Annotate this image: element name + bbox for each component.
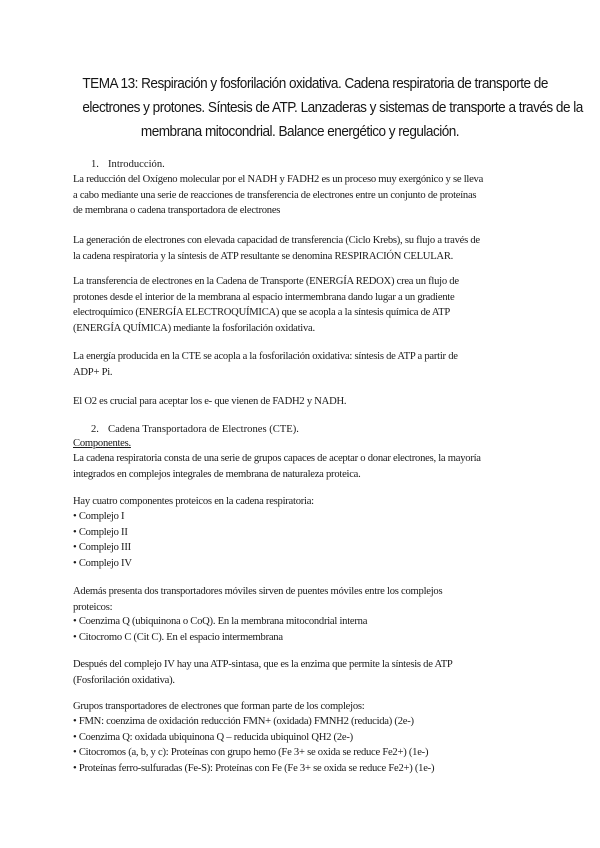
text-line: ADP+ Pi. — [73, 366, 113, 378]
section-number: 1. — [91, 159, 99, 170]
list-item: • FMN: coenzima de oxidación reducción FMN+ (oxidada) FMNH2 (reducida) (2e-) — [73, 716, 414, 727]
text-line: La cadena respiratoria consta de una serie de grupos capaces de aceptar o donar electrones, la mayoría — [73, 453, 481, 464]
text-line: La generación de electrones con elevada capacidad de transferencia (Ciclo Krebs), su flujo a través de — [73, 235, 480, 246]
paragraph — [73, 349, 543, 380]
complejos-list — [73, 509, 543, 571]
title-line: TEMA 13: Respiración y fosforilación oxidativa. Cadena respiratoria de transporte de — [82, 76, 548, 92]
text-line: protones desde el interior de la membrana al espacio intermembrana dando lugar a un gradiente — [73, 291, 455, 303]
text-line: a cabo mediante una serie de reacciones de transferencia de electrones entre un conjunto de proteínas — [73, 189, 477, 201]
text-line: La transferencia de electrones en la Cadena de Transporte (ENERGÍA REDOX) crea un flujo de — [73, 276, 459, 287]
list-item: • Complejo I — [73, 511, 125, 522]
section-2-heading — [91, 422, 299, 437]
paragraph — [73, 172, 543, 219]
text-line: integrados en complejos integrales de membrana de naturaleza proteica. — [73, 468, 361, 480]
document-title — [82, 72, 583, 144]
text-line: Hay cuatro componentes proteicos en la cadena respiratoria: — [73, 496, 314, 507]
list-item: • Complejo II — [73, 526, 128, 538]
section-title: Cadena Transportadora de Electrones (CTE). — [108, 424, 299, 435]
section-1-heading — [91, 157, 165, 172]
list-item: • Coenzima Q: oxidada ubiquinona Q – reducida ubiquinol QH2 (2e-) — [73, 731, 353, 743]
moviles-list — [73, 614, 543, 645]
paragraph — [73, 584, 543, 615]
title-line: electrones y protones. Síntesis de ATP. Lanzaderas y sistemas de transporte a través de la — [82, 100, 583, 116]
list-item: • Complejo III — [73, 542, 131, 553]
list-item: • Complejo IV — [73, 557, 132, 569]
text-line: (Fosforilación oxidativa). — [73, 674, 175, 686]
paragraph — [73, 494, 543, 510]
text-line: electroquímico (ENERGÍA ELECTROQUÍMICA) que se acopla a la síntesis química de ATP — [73, 307, 450, 318]
subheading — [73, 436, 543, 452]
title-line: membrana mitocondrial. Balance energético y regulación. — [140, 124, 460, 140]
subheading-text: Componentes. — [73, 438, 131, 449]
text-line: de membrana o cadena transportadora de electrones — [73, 205, 281, 216]
paragraph — [73, 233, 543, 264]
list-item: • Proteínas ferro-sulfuradas (Fe-S): Proteínas con Fe (Fe 3+ se oxida se reduce Fe2+) (1e-) — [73, 762, 435, 774]
text-line: El O2 es crucial para aceptar los e- que vienen de FADH2 y NADH. — [73, 396, 347, 407]
grupos-list — [73, 714, 543, 776]
list-item: • Citocromos (a, b, y c): Proteínas con grupo hemo (Fe 3+ se oxida se reduce Fe2+) (1e-) — [73, 747, 429, 758]
text-line: (ENERGÍA QUÍMICA) mediante la fosforilación oxidativa. — [73, 322, 315, 334]
text-line: Después del complejo IV hay una ATP-sintasa, que es la enzima que permite la síntesis de ATP — [73, 659, 453, 670]
text-line: Grupos transportadores de electrones que forman parte de los complejos: — [73, 701, 365, 712]
paragraph — [73, 274, 543, 336]
paragraph — [73, 657, 543, 688]
section-number: 2. — [91, 424, 99, 435]
text-line: proteicos: — [73, 601, 113, 613]
text-line: la cadena respiratoria y la síntesis de ATP resultante se denomina RESPIRACIÓN CELULAR. — [73, 250, 454, 262]
paragraph — [73, 699, 543, 715]
list-item: • Coenzima Q (ubiquinona o CoQ). En la membrana mitocondrial interna — [73, 616, 368, 627]
paragraph — [73, 451, 543, 482]
text-line: La reducción del Oxígeno molecular por el NADH y FADH2 es un proceso muy exergónico y se lleva — [73, 174, 484, 185]
list-item: • Citocromo C (Cit C). En el espacio intermembrana — [73, 631, 283, 643]
paragraph — [73, 394, 543, 410]
text-line: Además presenta dos transportadores móviles sirven de puentes móviles entre los complejos — [73, 586, 443, 597]
text-line: La energía producida en la CTE se acopla a la fosforilación oxidativa: síntesis de ATP a partir de — [73, 351, 458, 362]
section-title: Introducción. — [108, 159, 165, 170]
